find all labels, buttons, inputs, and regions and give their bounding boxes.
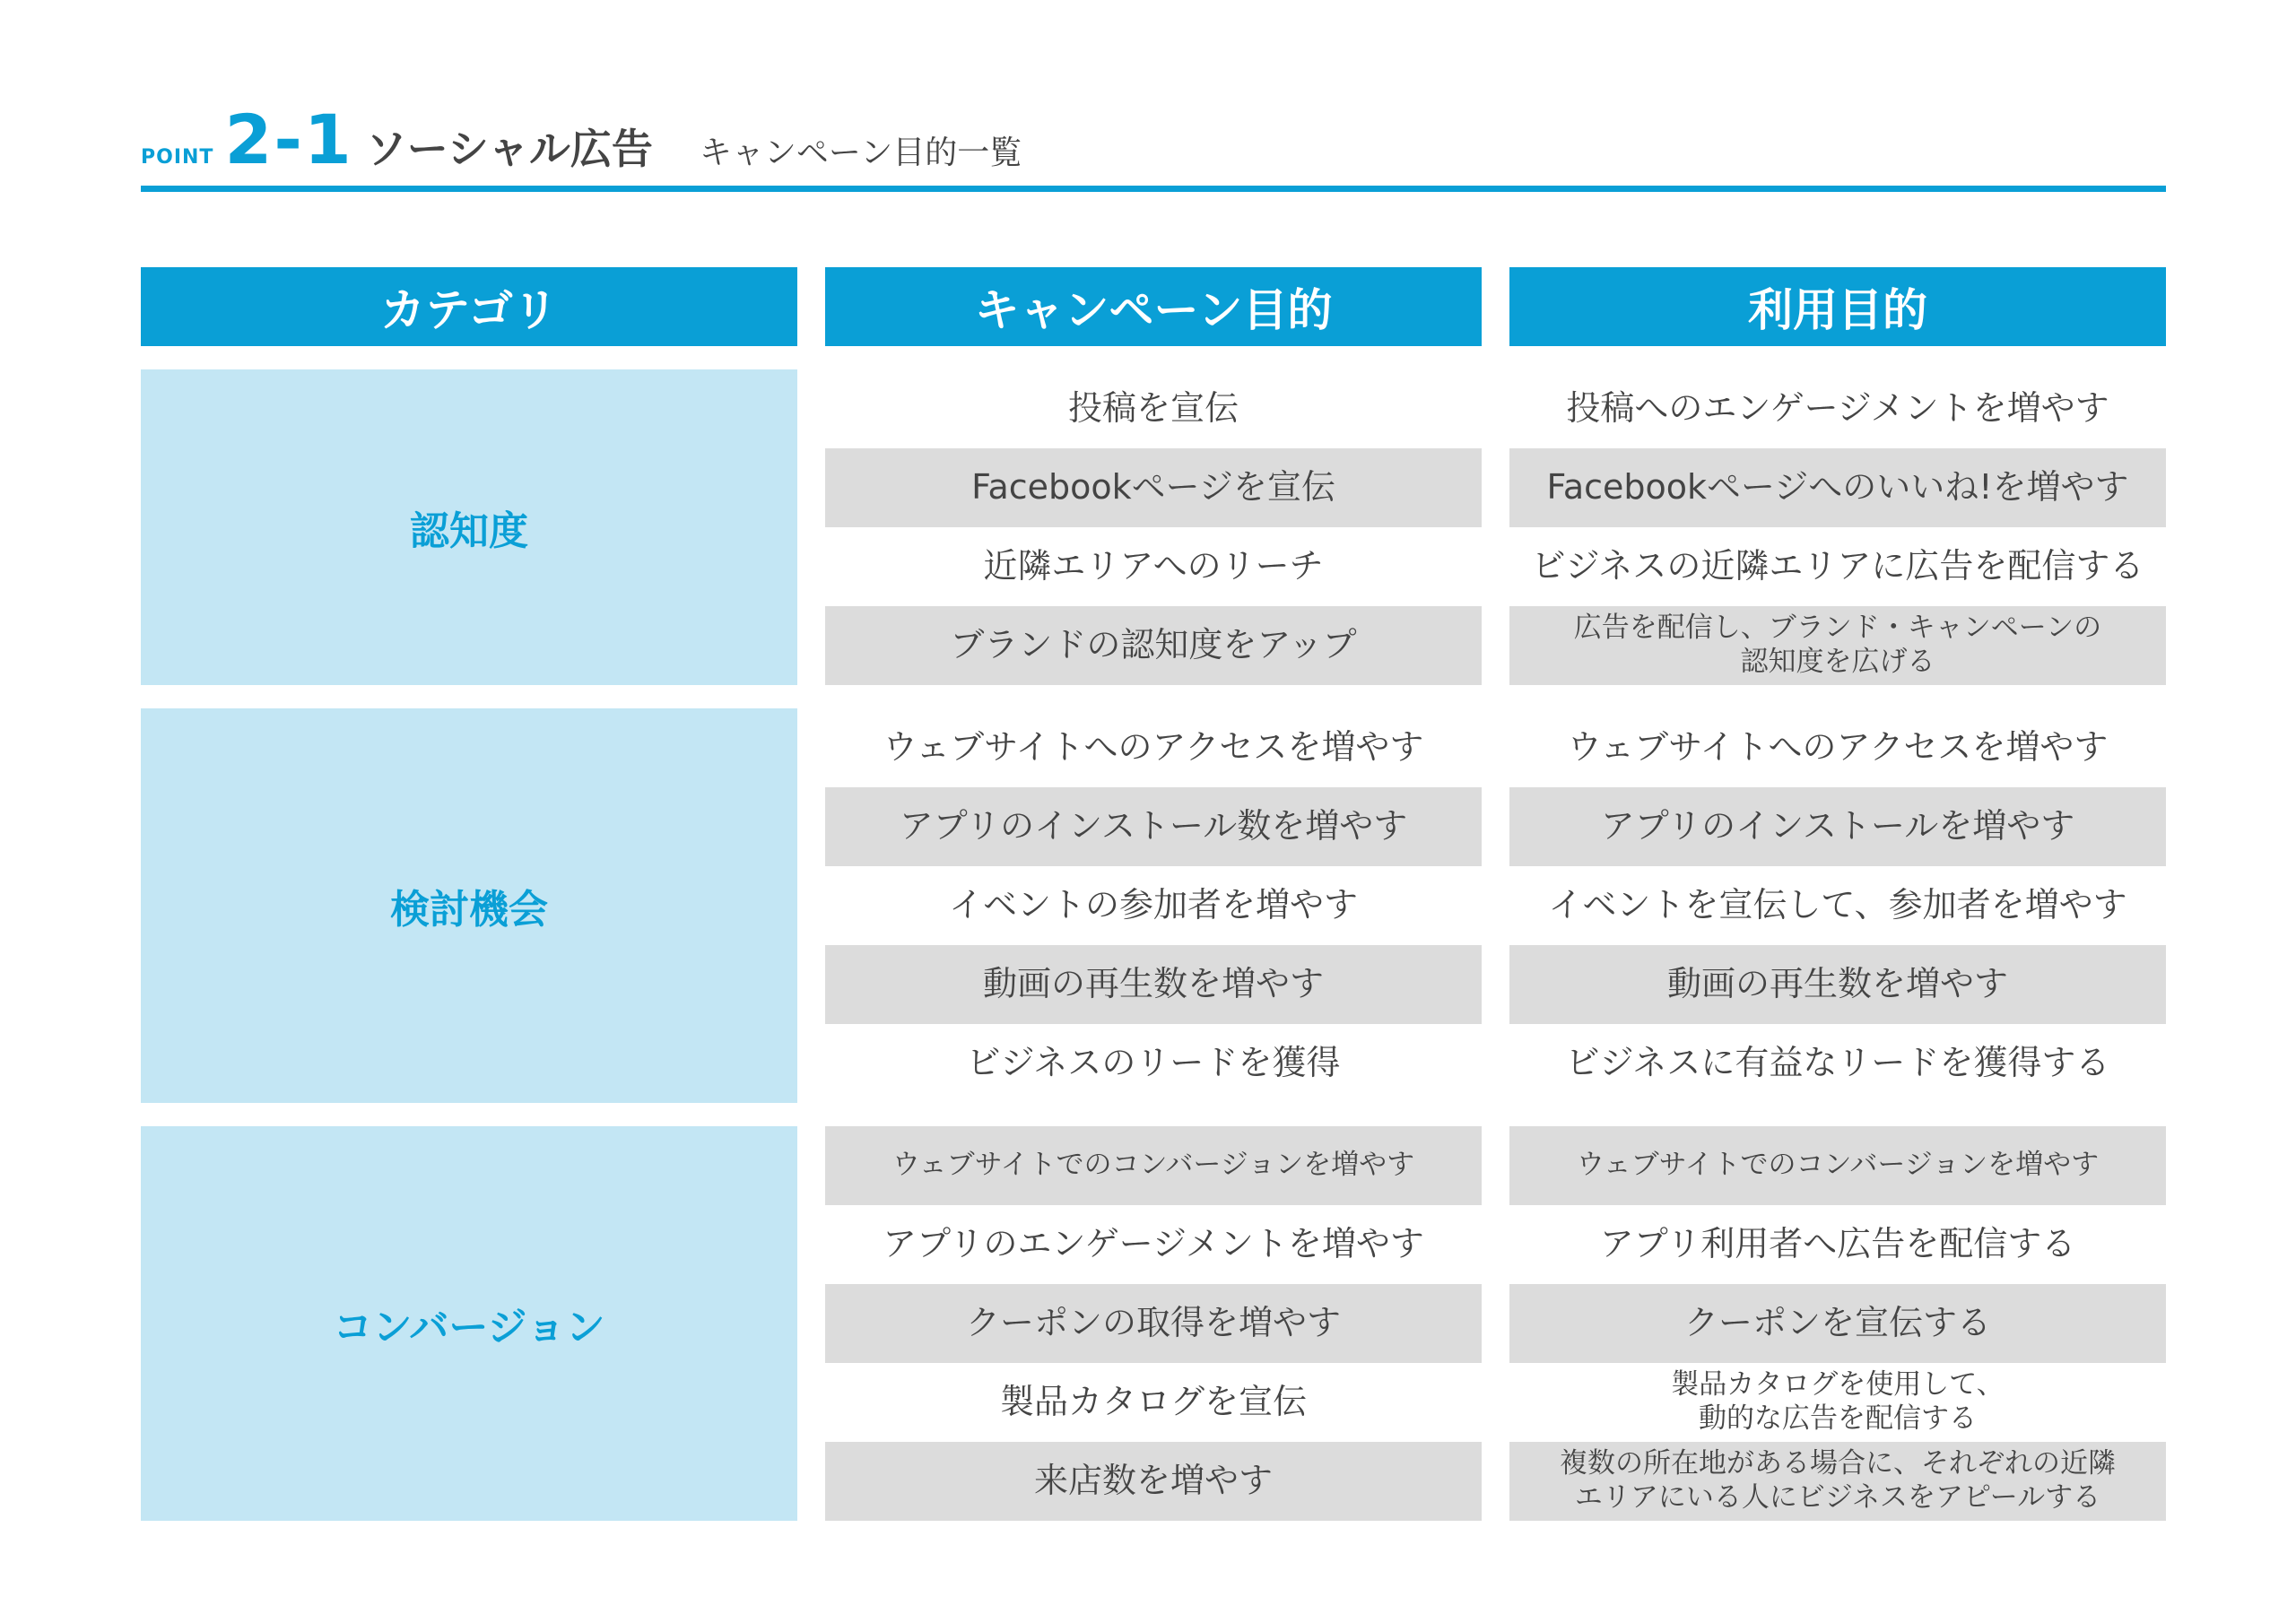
usage-purpose-line: 製品カタログを使用して、 xyxy=(1671,1368,2005,1402)
usage-purpose-line: イベントを宣伝して、参加者を増やす xyxy=(1548,885,2127,925)
category-cell: 検討機会 xyxy=(141,708,797,1103)
usage-purpose-line: 動画の再生数を増やす xyxy=(1666,964,2008,1004)
usage-purpose-cell xyxy=(1509,787,2166,866)
usage-purpose-cell xyxy=(1509,866,2166,945)
usage-purpose-line: 認知度を広げる xyxy=(1740,646,1935,678)
usage-purpose-cell xyxy=(1509,1363,2166,1442)
usage-purpose-cell xyxy=(1509,1126,2166,1205)
usage-purpose-line: アプリのインストールを増やす xyxy=(1600,806,2075,846)
page-header xyxy=(141,100,1022,179)
campaign-objective-cell: アプリのエンゲージメントを増やす xyxy=(883,1224,1424,1264)
campaign-objective-cell: ウェブサイトへのアクセスを増やす xyxy=(883,727,1424,768)
usage-purpose-line: 投稿へのエンゲージメントを増やす xyxy=(1566,388,2109,429)
usage-purpose-cell xyxy=(1509,448,2166,527)
campaign-objective-cell: Facebookページを宣伝 xyxy=(825,448,1482,527)
column-header-campaign: キャンペーン目的 xyxy=(825,267,1482,346)
usage-purpose-line: アプリ利用者へ広告を配信する xyxy=(1599,1224,2076,1264)
page-subtitle: キャンペーン目的一覧 xyxy=(699,135,1022,171)
campaign-objective-cell: イベントの参加者を増やす xyxy=(948,885,1358,925)
column-header-purpose: 利用目的 xyxy=(1509,267,2166,346)
campaign-objective-cell: クーポンの取得を増やす xyxy=(825,1284,1482,1363)
category-cell: 認知度 xyxy=(141,369,797,685)
campaign-objective-cell: ブランドの認知度をアップ xyxy=(825,606,1482,685)
usage-purpose-line: ビジネスの近隣エリアに広告を配信する xyxy=(1531,546,2144,586)
usage-purpose-cell xyxy=(1509,1205,2166,1284)
campaign-objective-cell: 動画の再生数を増やす xyxy=(825,945,1482,1024)
usage-purpose-cell xyxy=(1509,1024,2166,1103)
usage-purpose-line: ビジネスに有益なリードを獲得する xyxy=(1565,1043,2110,1083)
category-cell: コンバージョン xyxy=(141,1126,797,1521)
usage-purpose-cell xyxy=(1509,708,2166,787)
campaign-objective-cell: ビジネスのリードを獲得 xyxy=(966,1043,1341,1083)
usage-purpose-line: 動的な広告を配信する xyxy=(1699,1402,1977,1435)
header-divider xyxy=(141,186,2166,192)
usage-purpose-line: エリアにいる人にビジネスをアピールする xyxy=(1574,1481,2101,1514)
page-title: ソーシャル広告 xyxy=(365,125,653,173)
campaign-objective-cell: 来店数を増やす xyxy=(825,1442,1482,1521)
usage-purpose-cell xyxy=(1509,1442,2166,1521)
usage-purpose-cell xyxy=(1509,606,2166,685)
usage-purpose-line: ウェブサイトへのアクセスを増やす xyxy=(1567,727,2109,768)
point-label: POINT xyxy=(141,146,214,169)
point-number: 2-1 xyxy=(224,100,353,179)
column-header-category: カテゴリ xyxy=(141,267,797,346)
campaign-objective-cell: 近隣エリアへのリーチ xyxy=(983,546,1324,586)
usage-purpose-line: ウェブサイトでのコンバージョンを増やす xyxy=(1576,1149,2100,1182)
usage-purpose-line: Facebookページへのいいね!を増やす xyxy=(1546,467,2129,508)
usage-purpose-cell xyxy=(1509,1284,2166,1363)
usage-purpose-cell xyxy=(1509,527,2166,606)
campaign-objective-cell: 投稿を宣伝 xyxy=(1067,388,1239,429)
usage-purpose-line: 広告を配信し、ブランド・キャンペーンの xyxy=(1573,612,2102,645)
usage-purpose-cell xyxy=(1509,945,2166,1024)
campaign-objective-cell: 製品カタログを宣伝 xyxy=(999,1382,1307,1422)
campaign-objective-cell: ウェブサイトでのコンバージョンを増やす xyxy=(825,1126,1482,1205)
campaign-objective-cell: アプリのインストール数を増やす xyxy=(825,787,1482,866)
usage-purpose-cell xyxy=(1509,369,2166,448)
usage-purpose-line: 複数の所在地がある場合に、それぞれの近隣 xyxy=(1560,1447,2116,1480)
usage-purpose-line: クーポンを宣伝する xyxy=(1683,1303,1991,1343)
